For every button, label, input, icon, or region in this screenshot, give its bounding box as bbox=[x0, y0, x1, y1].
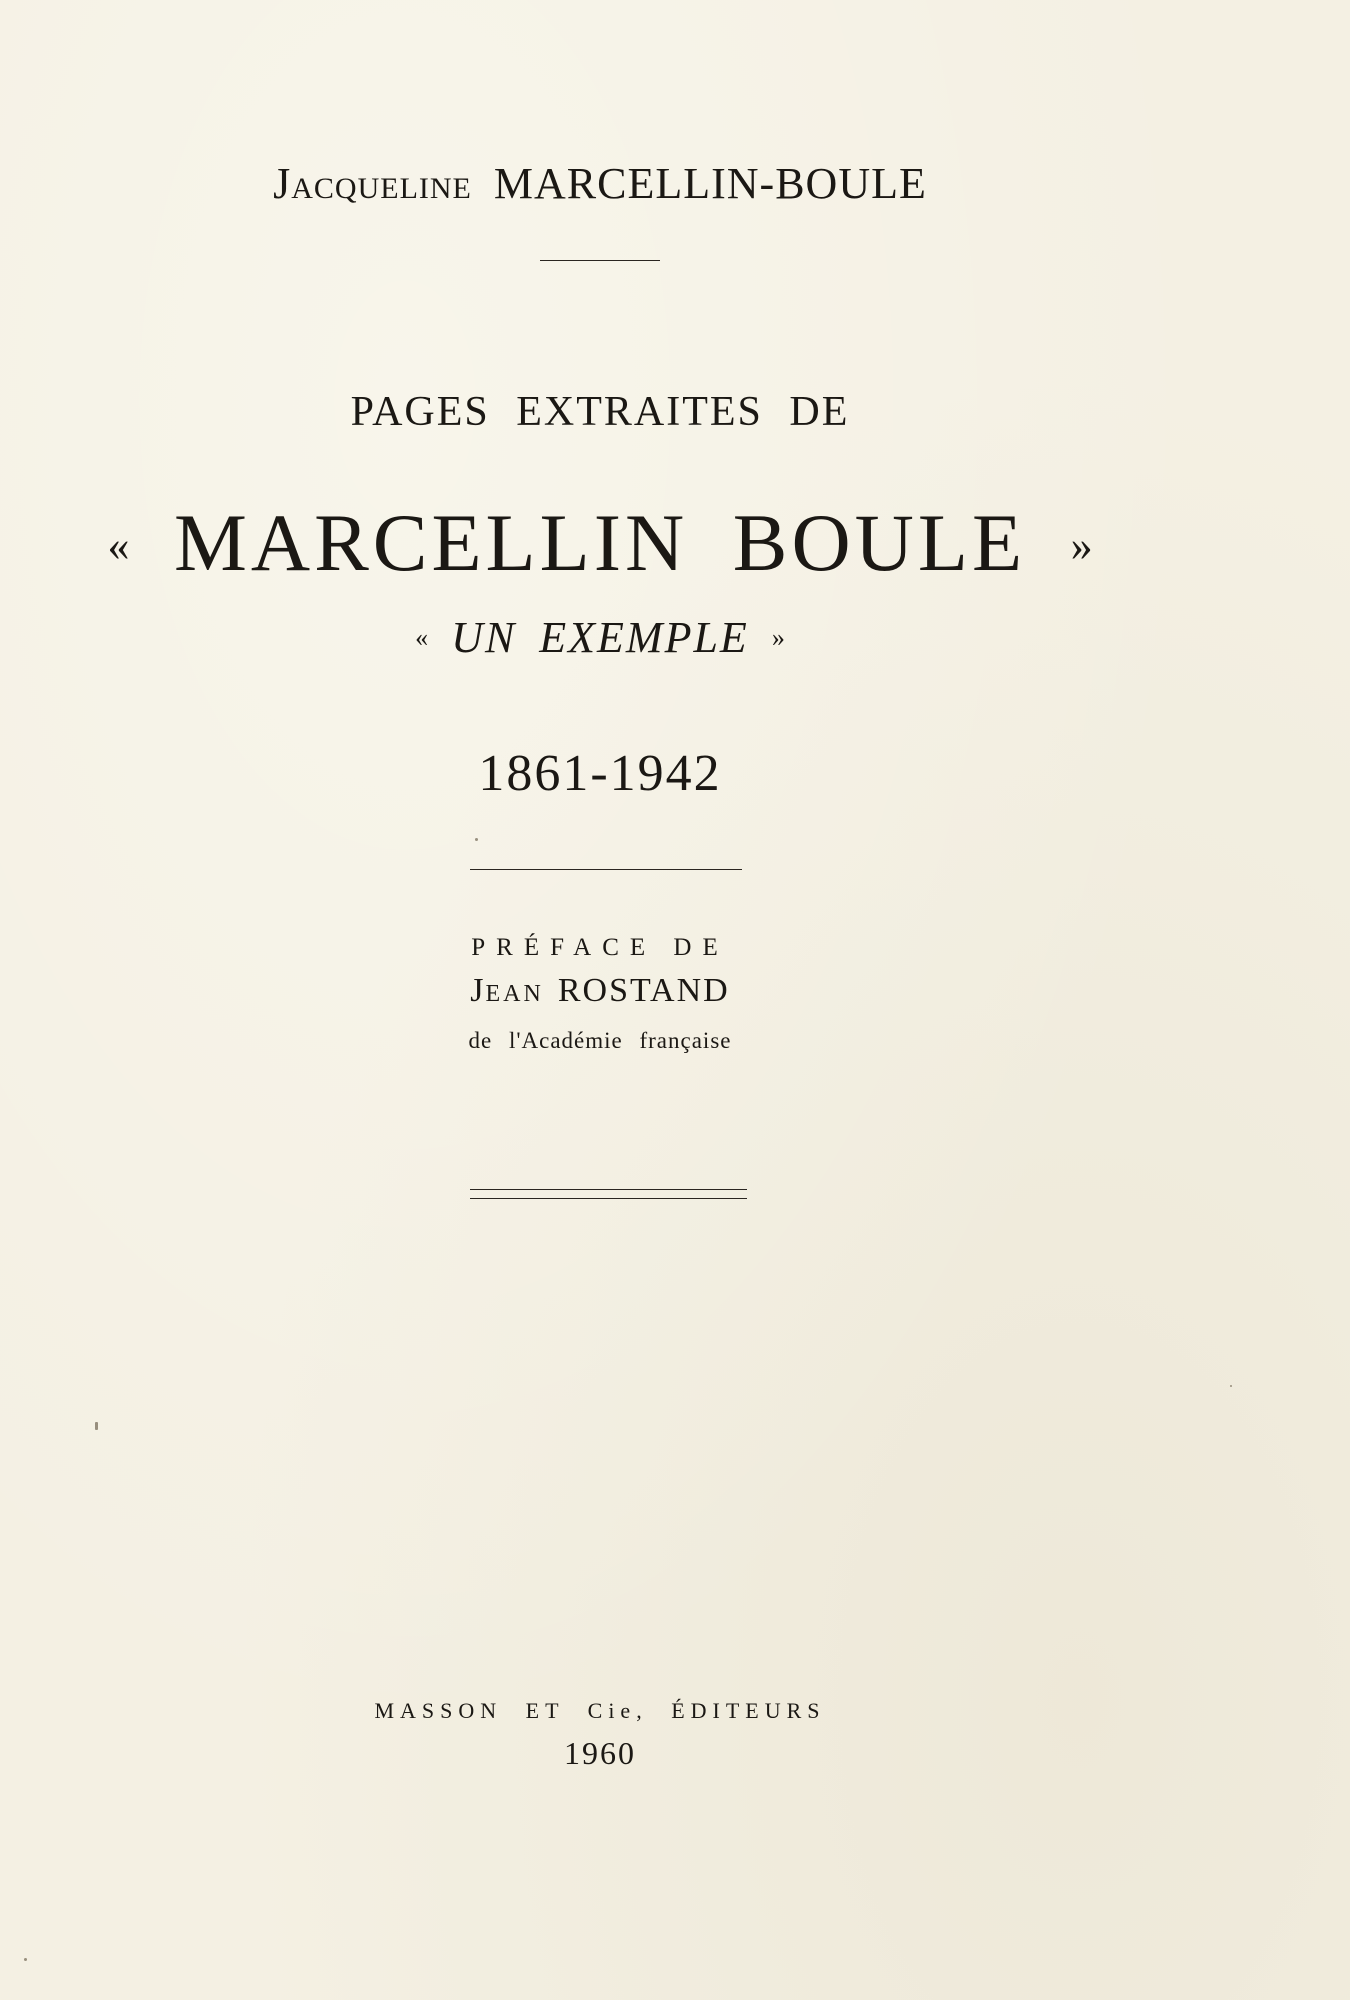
paper-speck bbox=[475, 838, 478, 841]
main-title-close-quote: » bbox=[1070, 521, 1093, 570]
preface-author bbox=[0, 972, 1200, 1010]
main-title-open-quote: « bbox=[107, 521, 130, 570]
author-first-initial: J bbox=[273, 159, 292, 208]
middle-divider bbox=[470, 869, 742, 870]
double-divider-bottom bbox=[470, 1198, 747, 1199]
book-subtitle bbox=[0, 612, 1200, 663]
paper-speck bbox=[1230, 1385, 1232, 1387]
author-last-name: MARCELLIN-BOULE bbox=[493, 159, 927, 208]
preface-affiliation: de l'Académie française bbox=[468, 1028, 732, 1053]
paper-speck bbox=[24, 1958, 27, 1961]
author-name bbox=[0, 158, 1200, 209]
paper-speck bbox=[95, 1422, 98, 1430]
publication-year: 1960 bbox=[564, 1735, 636, 1771]
subtitle-open-quote: « bbox=[415, 623, 429, 652]
publisher-name: MASSON ET Cie, ÉDITEURS bbox=[374, 1698, 826, 1723]
preface-label: PRÉFACE DE bbox=[471, 934, 729, 961]
author-first-name-rest: ACQUELINE bbox=[291, 172, 472, 205]
double-divider-top bbox=[470, 1189, 747, 1190]
life-dates: 1861-1942 bbox=[478, 745, 722, 802]
book-main-title bbox=[0, 496, 1200, 590]
pages-extraites-heading: PAGES EXTRAITES DE bbox=[350, 389, 850, 435]
main-title-text: MARCELLIN BOULE bbox=[173, 497, 1027, 588]
subtitle-text: UN EXEMPLE bbox=[451, 613, 749, 662]
preface-author-first-rest: EAN bbox=[485, 981, 544, 1007]
preface-author-last: ROSTAND bbox=[557, 972, 730, 1009]
top-divider bbox=[540, 260, 660, 261]
preface-author-initial: J bbox=[470, 972, 486, 1009]
subtitle-close-quote: » bbox=[771, 623, 785, 652]
